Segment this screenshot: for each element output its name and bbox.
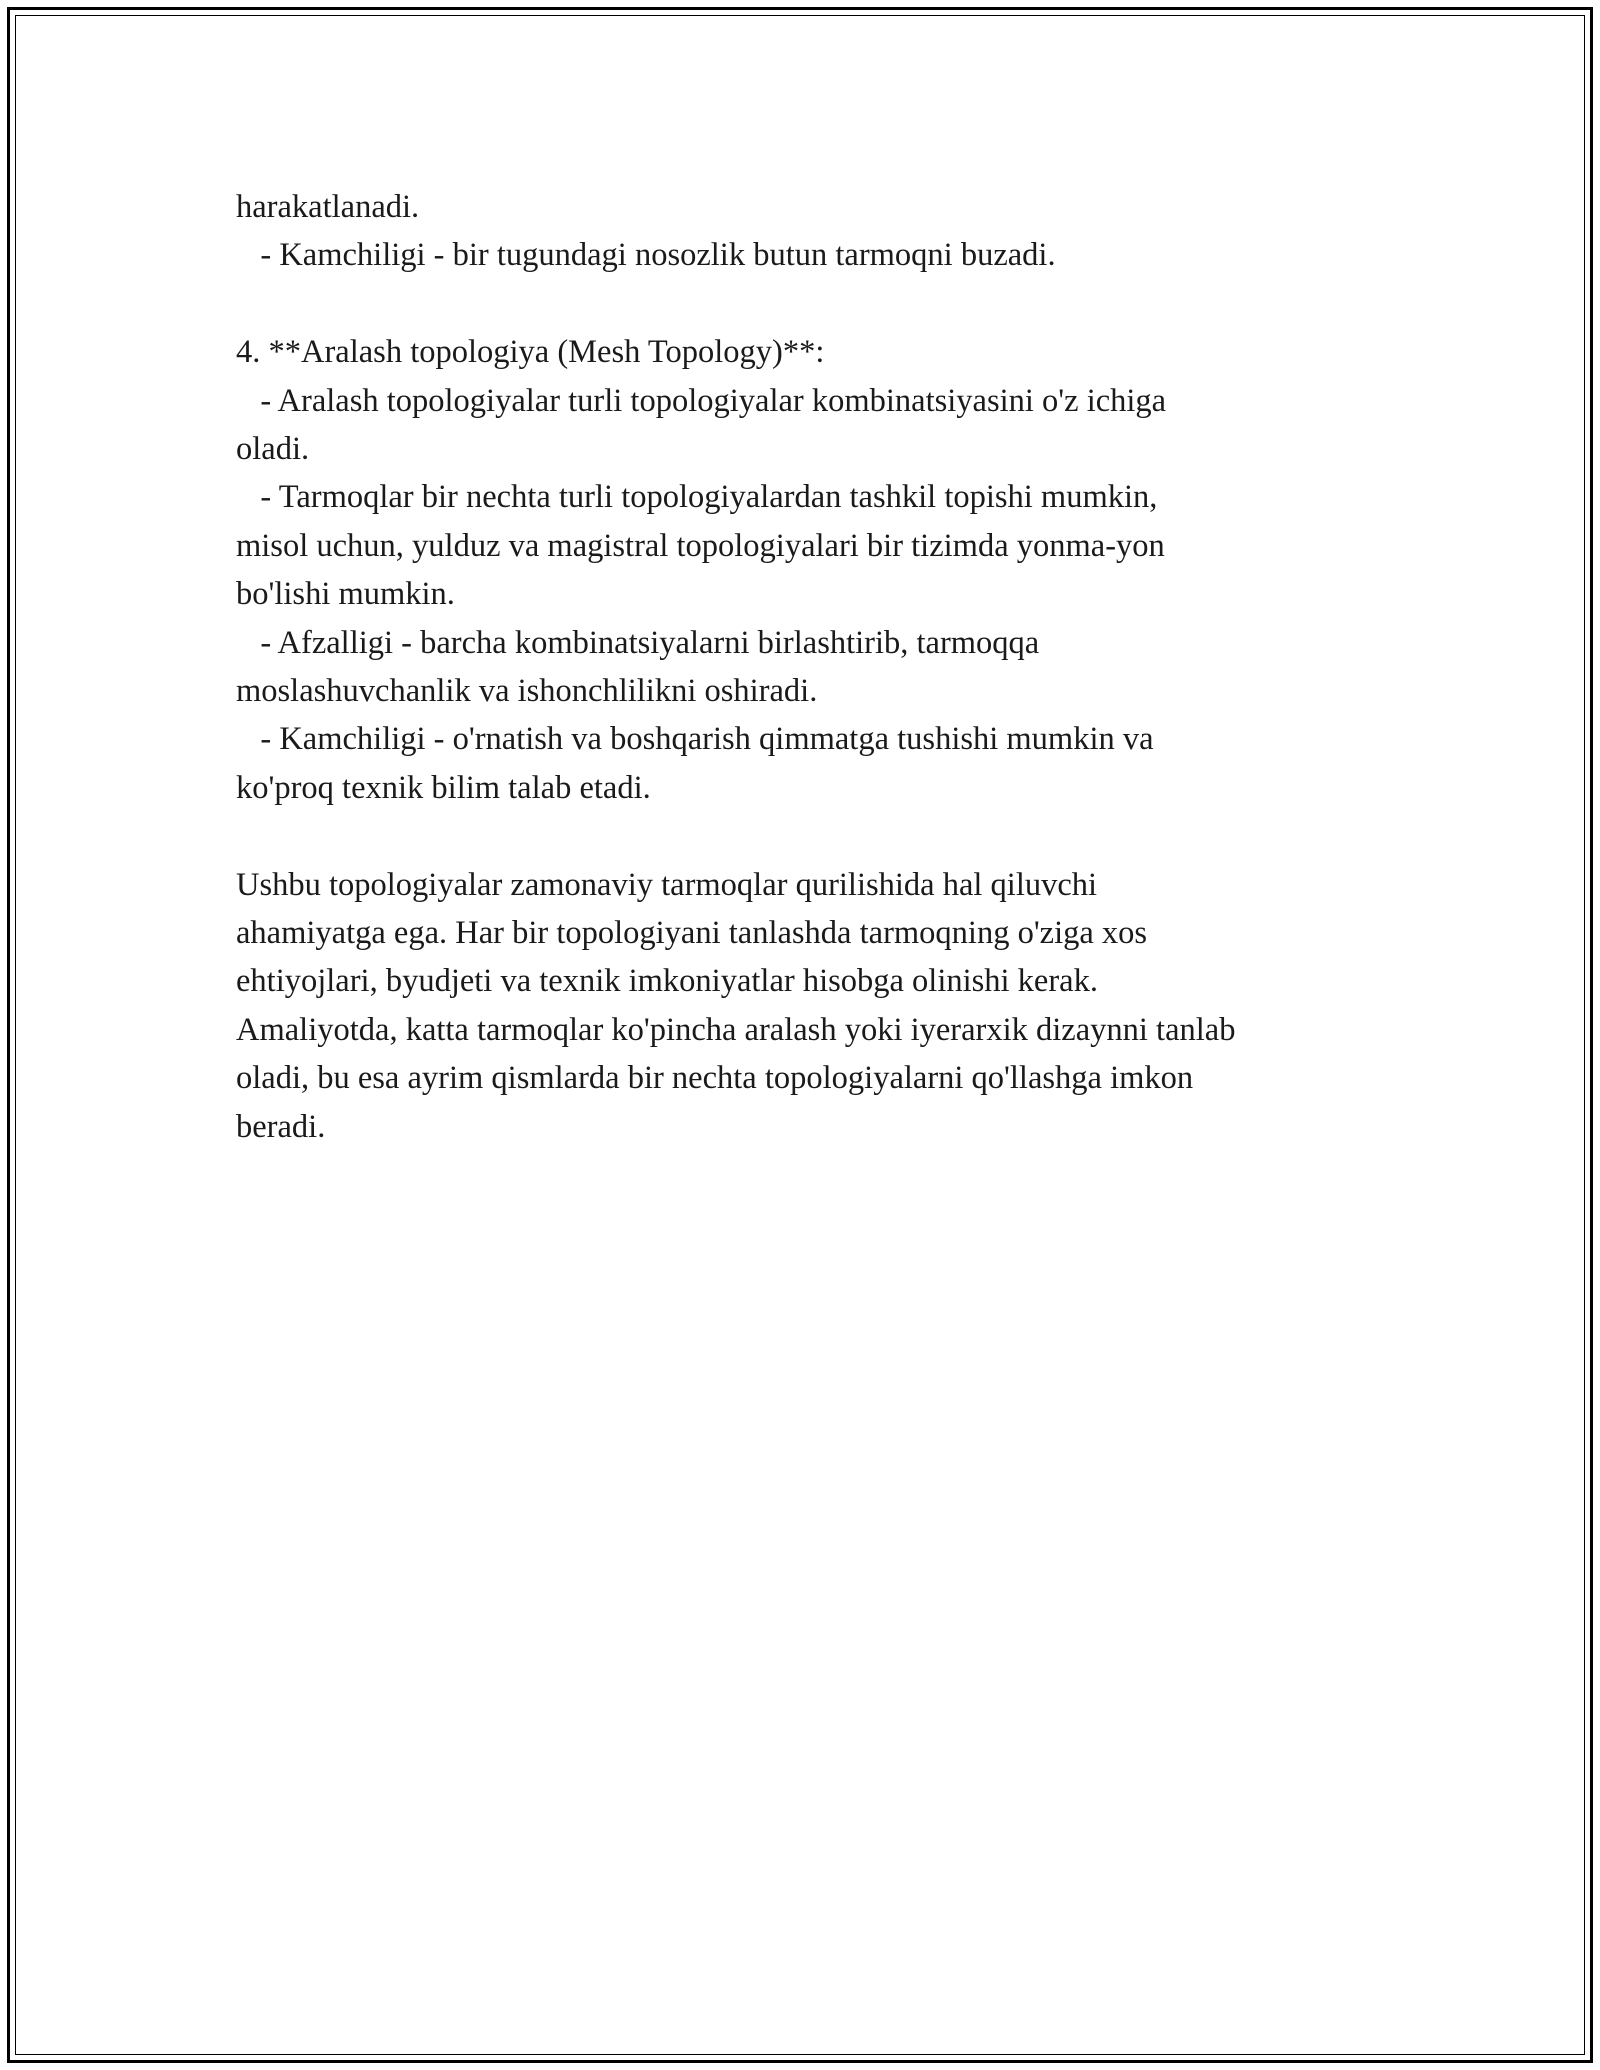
conclusion-line: ahamiyatga ega. Har bir topologiyani tanlashda tarmoqning o'ziga xos (236, 915, 1148, 952)
conclusion-line: ehtiyojlari, byudjeti va texnik imkoniyatlar hisobga olinishi kerak. (236, 963, 1098, 1000)
text-line: bo'lishi mumkin. (236, 576, 455, 613)
text-line: - Tarmoqlar bir nechta turli topologiyalardan tashkil topishi mumkin, (236, 479, 1158, 516)
blank-line (236, 280, 1386, 328)
text-line: - Aralash topologiyalar turli topologiyalar kombinatsiyasini o'z ichiga (236, 382, 1167, 419)
text-line: harakatlanadi. (236, 189, 420, 225)
text-line: - Afzalligi - barcha kombinatsiyalarni birlashtirib, tarmoqqa (236, 624, 1040, 661)
blank-line (236, 812, 1386, 860)
text-line: oladi. (236, 431, 310, 468)
conclusion-line: beradi. (236, 1108, 326, 1145)
text-line: - Kamchiligi - bir tugundagi nosozlik butun tarmoqni buzadi. (236, 237, 1056, 274)
conclusion-line: oladi, bu esa ayrim qismlarda bir nechta topologiyalarni qo'llashga imkon (236, 1060, 1194, 1097)
text-line: misol uchun, yulduz va magistral topologiyalari bir tizimda yonma-yon (236, 527, 1165, 564)
text-line: - Kamchiligi - o'rnatish va boshqarish qimmatga tushishi mumkin va (236, 721, 1154, 758)
document-body (236, 183, 1386, 1151)
section-heading: 4. **Aralash topologiya (Mesh Topology)**: (236, 334, 825, 371)
text-line: moslashuvchanlik va ishonchlilikni oshiradi. (236, 673, 818, 710)
conclusion-line: Ushbu topologiyalar zamonaviy tarmoqlar qurilishida hal qiluvchi (236, 866, 1098, 903)
conclusion-line: Amaliyotda, katta tarmoqlar ko'pincha aralash yoki iyerarxik dizaynni tanlab (236, 1011, 1236, 1048)
text-line: ko'proq texnik bilim talab etadi. (236, 769, 651, 806)
